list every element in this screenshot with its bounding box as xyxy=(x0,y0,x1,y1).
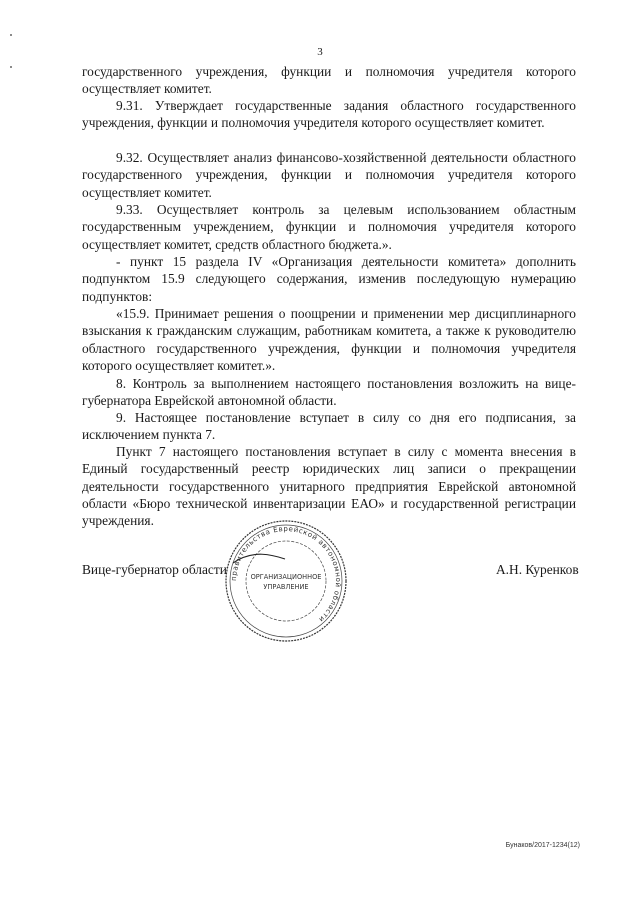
paragraph-item-7-effect: Пункт 7 настоящего постановления вступает в силу с момента внесения в Единый государственный реестр юридических лиц записи о прекращении деятельности государственного унитарного предприятия Еврейской автономной области «Бюро технической инвентаризации ЕАО» и государственной регистрации учреждения. xyxy=(82,444,576,529)
paragraph-item-15: - пункт 15 раздела IV «Организация деятельности комитета» дополнить подпунктом 15.9 следующего содержания, изменив последующую нумерацию подпунктов: xyxy=(82,254,576,304)
svg-text:ОРГАНИЗАЦИОННОЕ: ОРГАНИЗАЦИОННОЕ xyxy=(250,573,322,581)
svg-text:правительства Еврейской автоно: правительства Еврейской автономной области xyxy=(229,524,343,624)
signatory-position: Вице-губернатор области xyxy=(82,562,227,577)
scan-speck xyxy=(10,34,12,36)
paragraph-continuation: государственного учреждения, функции и полномочия учредителя которого осуществляет комитет. xyxy=(82,64,576,97)
paragraph-8: 8. Контроль за выполнением настоящего постановления возложить на вице-губернатора Еврейской автономной области. xyxy=(82,376,576,409)
page-number: 3 xyxy=(317,46,323,58)
paragraph-9-33: 9.33. Осуществляет контроль за целевым использованием областным государственным учреждением, функции и полномочия учредителя которого осуществляет комитет, средств областного бюджета.». xyxy=(82,202,576,252)
paragraph-9-31: 9.31. Утверждает государственные задания областного государственного учреждения, функции и полномочия учредителя которого осуществляет комитет. xyxy=(82,98,576,131)
paragraph-9-32: 9.32. Осуществляет анализ финансово-хозяйственной деятельности областного государственного учреждения, функции и полномочия учредителя которого осуществляет комитет. xyxy=(82,150,576,200)
paragraph-15-9: «15.9. Принимает решения о поощрении и применении мер дисциплинарного взыскания к гражданским служащим, работникам комитета, а также к руководителю областного государственного учреждения, функции и полномочия учредителя которого осуществляет комитет.». xyxy=(82,306,576,373)
paragraph-9: 9. Настоящее постановление вступает в силу со дня его подписания, за исключением пункта 7. xyxy=(82,410,576,443)
document-footer-code: Бунаков/2017-1234(12) xyxy=(505,842,580,849)
scan-speck xyxy=(10,66,12,68)
signatory-name: А.Н. Куренков xyxy=(496,562,579,577)
svg-text:УПРАВЛЕНИЕ: УПРАВЛЕНИЕ xyxy=(263,583,309,591)
official-stamp xyxy=(223,519,349,643)
